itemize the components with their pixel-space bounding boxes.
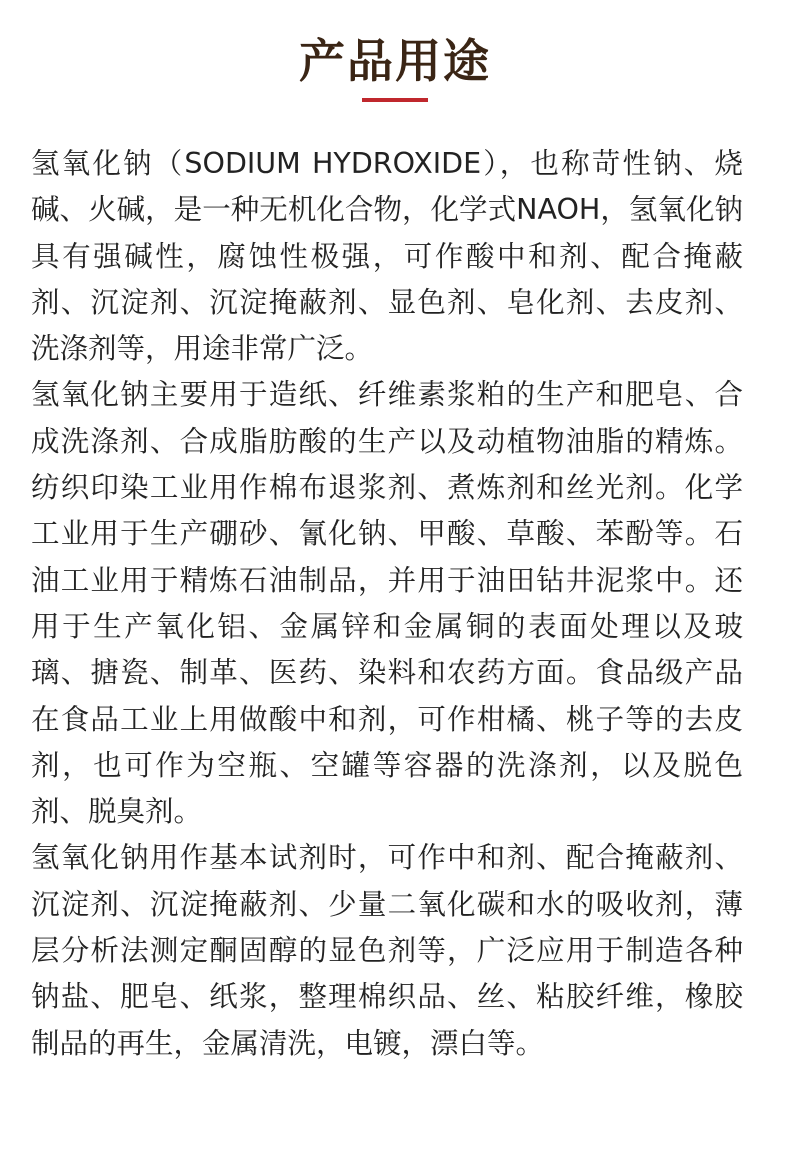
page-title: 产品用途	[299, 34, 491, 88]
usage-content	[31, 141, 743, 1067]
paragraph-reagent-uses: 氢氧化钠用作基本试剂时，可作中和剂、配合掩蔽剂、沉淀剂、沉淀掩蔽剂、少量二氧化碳和水的吸收剂，薄层分析法测定酮固醇的显色剂等，广泛应用于制造各种钠盐、肥皂、纸浆，整理棉织品、丝、粘胶纤维，橡胶制品的再生，金属清洗，电镀，漂白等。	[31, 841, 743, 1060]
title-underline	[362, 98, 428, 102]
paragraph-applications: 氢氧化钠主要用于造纸、纤维素浆粕的生产和肥皂、合成洗涤剂、合成脂肪酸的生产以及动植物油脂的精炼。纺织印染工业用作棉布退浆剂、煮炼剂和丝光剂。化学工业用于生产硼砂、氰化钠、甲酸、草酸、苯酚等。石油工业用于精炼石油制品，并用于油田钻井泥浆中。还用于生产氧化铝、金属锌和金属铜的表面处理以及玻璃、搪瓷、制革、医药、染料和农药方面。食品级产品在食品工业上用做酸中和剂，可作柑橘、桃子等的去皮剂，也可作为空瓶、空罐等容器的洗涤剂，以及脱色剂、脱臭剂。	[31, 378, 743, 829]
paragraph-intro: 氢氧化钠（SODIUM HYDROXIDE），也称苛性钠、烧碱、火碱，是一种无机化合物，化学式NAOH，氢氧化钠具有强碱性，腐蚀性极强，可作酸中和剂、配合掩蔽剂、沉淀剂、沉淀掩蔽剂、显色剂、皂化剂、去皮剂、洗涤剂等，用途非常广泛。	[31, 147, 743, 366]
